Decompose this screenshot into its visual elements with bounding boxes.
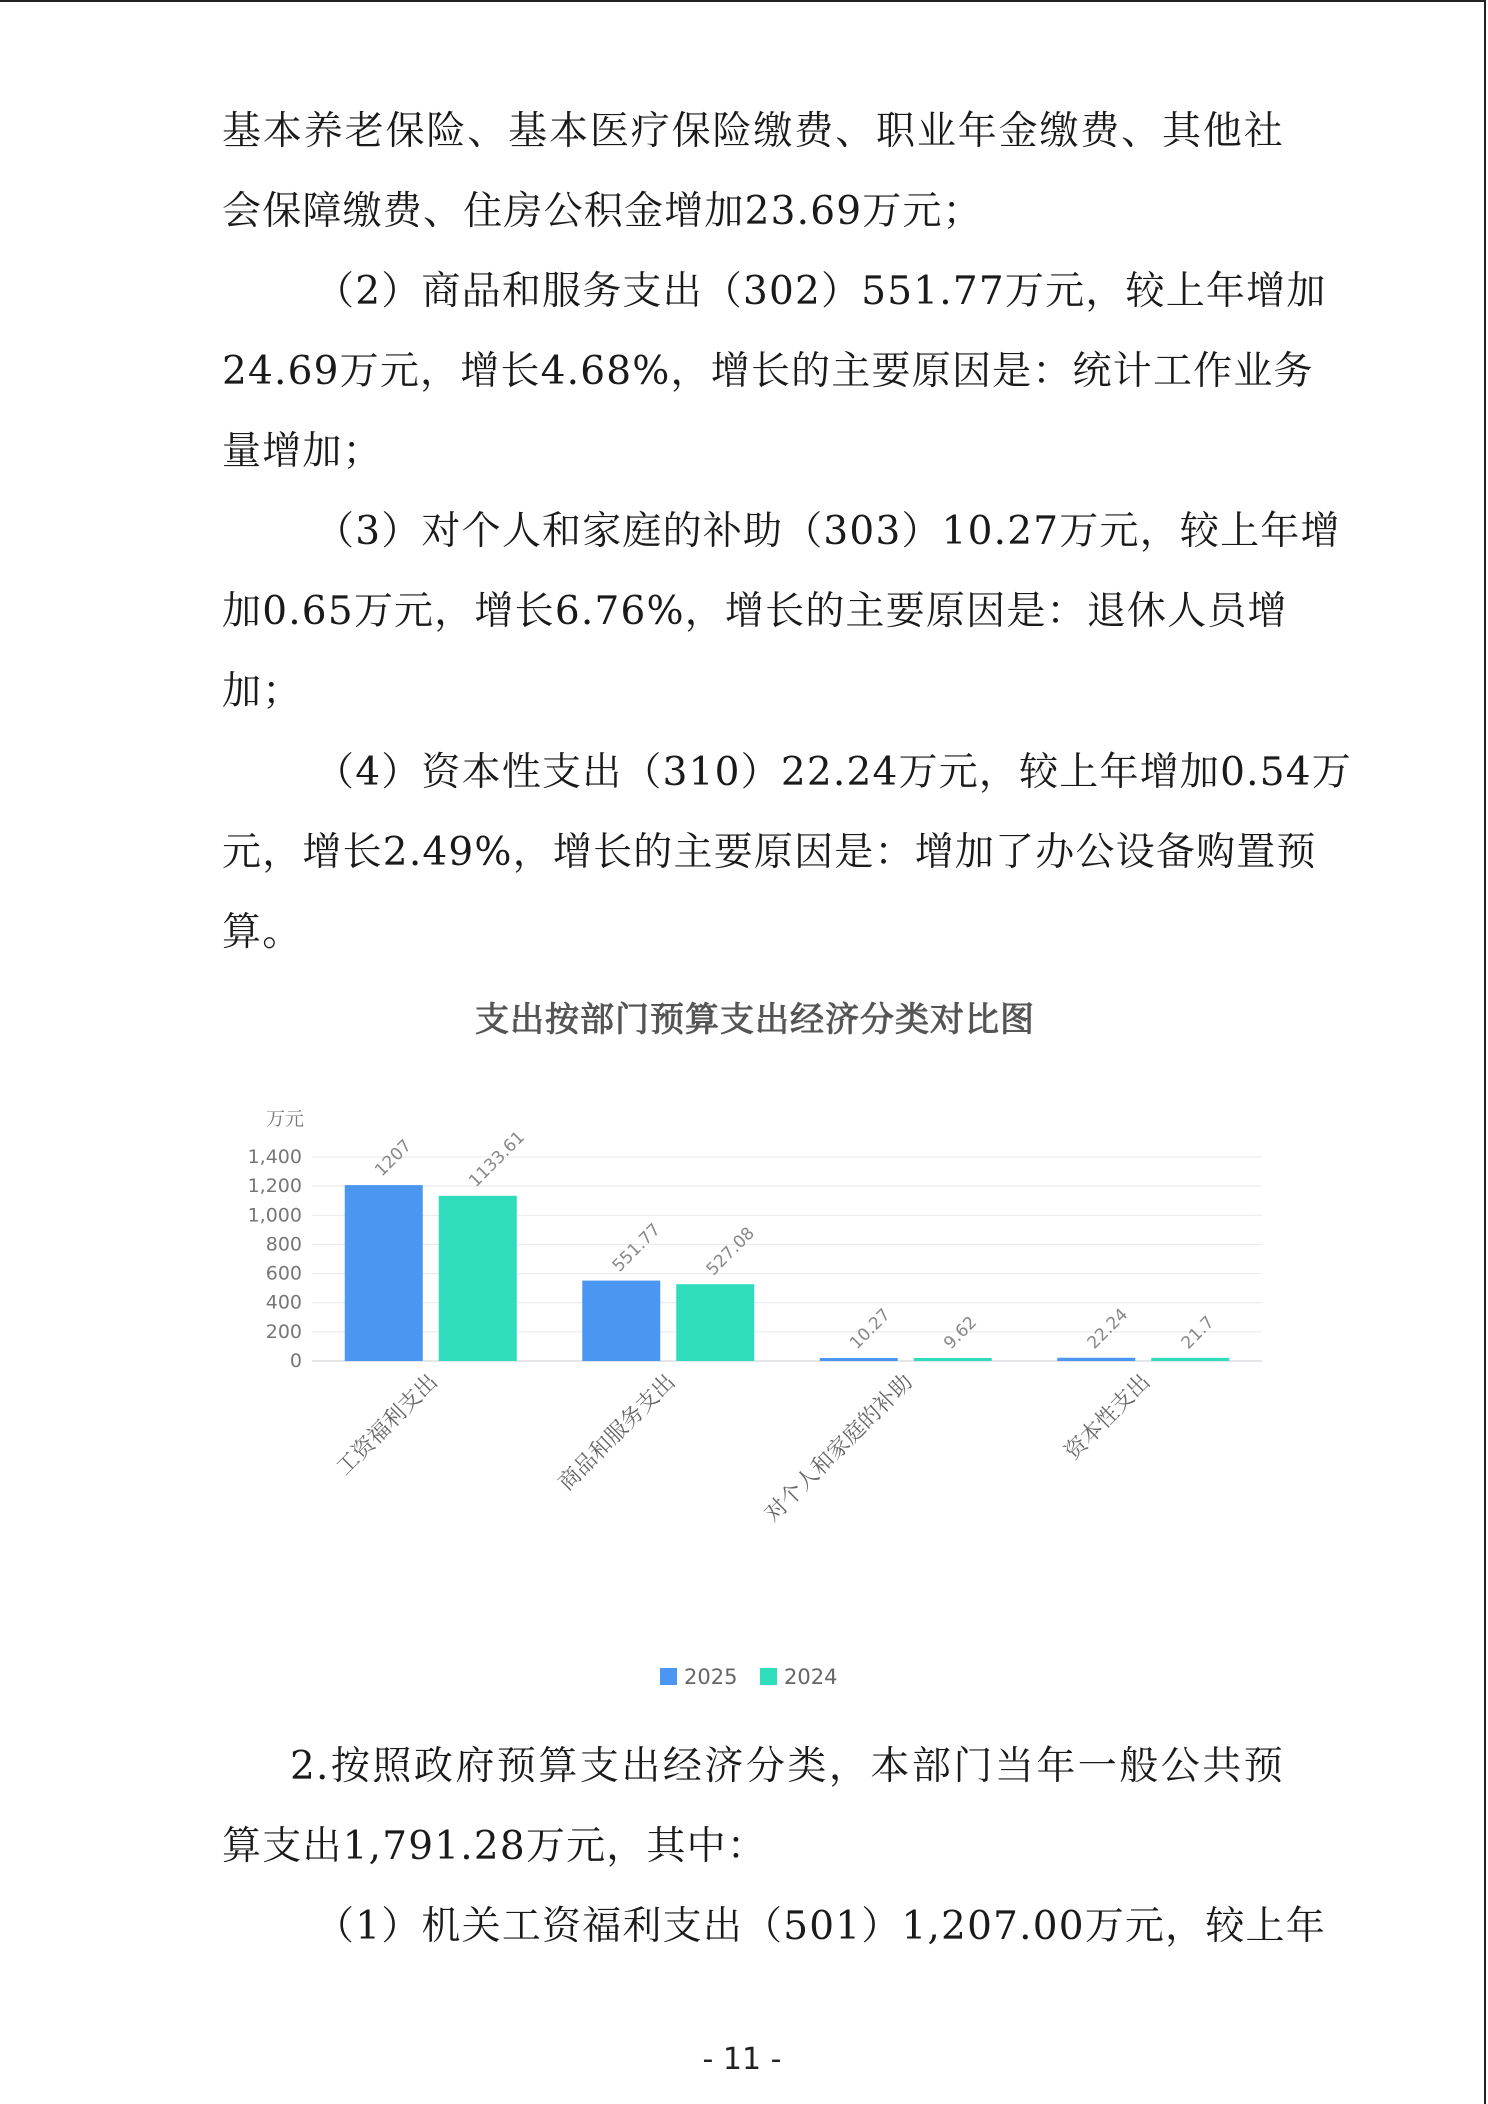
page-number: - 11 - — [702, 2042, 782, 2077]
y-tick-label: 0 — [289, 1350, 302, 1372]
data-label: 21.7 — [1177, 1312, 1219, 1354]
legend-swatch-2025 — [660, 1668, 677, 1685]
category-label: 资本性支出 — [1060, 1369, 1156, 1466]
paragraph-line: 2.按照政府预算支出经济分类，本部门当年一般公共预 — [290, 1744, 1284, 1789]
y-tick-label: 800 — [265, 1233, 302, 1256]
expenditure-chart — [200, 972, 1310, 1712]
paragraph-line: （3）对个人和家庭的补助（303）10.27万元，较上年增 — [315, 509, 1341, 554]
bar-2024 — [676, 1284, 754, 1361]
legend-swatch-2024 — [760, 1668, 777, 1685]
paragraph-line: （2）商品和服务支出（302）551.77万元，较上年增加 — [315, 269, 1327, 314]
chart-title: 支出按部门预算支出经济分类对比图 — [475, 1000, 1035, 1040]
chart-svg — [200, 972, 1310, 1712]
bar-2025 — [820, 1358, 898, 1361]
category-label: 对个人和家庭的补助 — [760, 1369, 918, 1528]
data-label: 1207 — [371, 1135, 416, 1181]
bar-2024 — [1151, 1358, 1229, 1361]
paragraph-line: 基本养老保险、基本医疗保险缴费、职业年金缴费、其他社 — [222, 109, 1284, 154]
data-label: 10.27 — [846, 1304, 895, 1354]
paragraph-line: 会保障缴费、住房公积金增加23.69万元； — [222, 189, 983, 234]
paragraph-line: （1）机关工资福利支出（501）1,207.00万元，较上年 — [315, 1904, 1326, 1949]
legend-label: 2025 — [684, 1665, 738, 1689]
legend-label: 2024 — [784, 1665, 838, 1689]
bar-2025 — [345, 1185, 423, 1361]
data-label: 1133.61 — [465, 1127, 530, 1192]
bar-2024 — [439, 1196, 517, 1361]
paragraph-line: 算。 — [222, 910, 303, 955]
y-axis-unit: 万元 — [265, 1108, 304, 1130]
bar-2024 — [914, 1358, 992, 1361]
paragraph-line: 算支出1,791.28万元，其中： — [222, 1824, 768, 1869]
bar-2025 — [582, 1281, 660, 1361]
data-label: 9.62 — [940, 1312, 982, 1354]
y-tick-label: 400 — [265, 1291, 302, 1314]
paragraph-line: 24.69万元，增长4.68%，增长的主要原因是：统计工作业务 — [222, 349, 1314, 394]
y-tick-label: 1,200 — [247, 1175, 302, 1198]
y-tick-label: 1,000 — [247, 1204, 302, 1227]
paragraph-line: 加； — [222, 669, 303, 714]
paragraph-line: 元，增长2.49%，增长的主要原因是：增加了办公设备购置预 — [222, 830, 1317, 875]
paragraph-line: 量增加； — [222, 429, 383, 474]
category-label: 商品和服务支出 — [553, 1369, 681, 1497]
y-tick-label: 200 — [265, 1320, 302, 1343]
data-label: 22.24 — [1083, 1304, 1133, 1354]
data-label: 527.08 — [702, 1223, 759, 1280]
y-tick-label: 1,400 — [247, 1146, 302, 1168]
bar-2025 — [1057, 1358, 1135, 1361]
paragraph-line: （4）资本性支出（310）22.24万元，较上年增加0.54万 — [315, 750, 1352, 795]
category-label: 工资福利支出 — [331, 1369, 443, 1481]
y-tick-label: 600 — [265, 1262, 302, 1285]
paragraph-line: 加0.65万元，增长6.76%，增长的主要原因是：退休人员增 — [222, 589, 1288, 634]
data-label: 551.77 — [608, 1219, 665, 1277]
